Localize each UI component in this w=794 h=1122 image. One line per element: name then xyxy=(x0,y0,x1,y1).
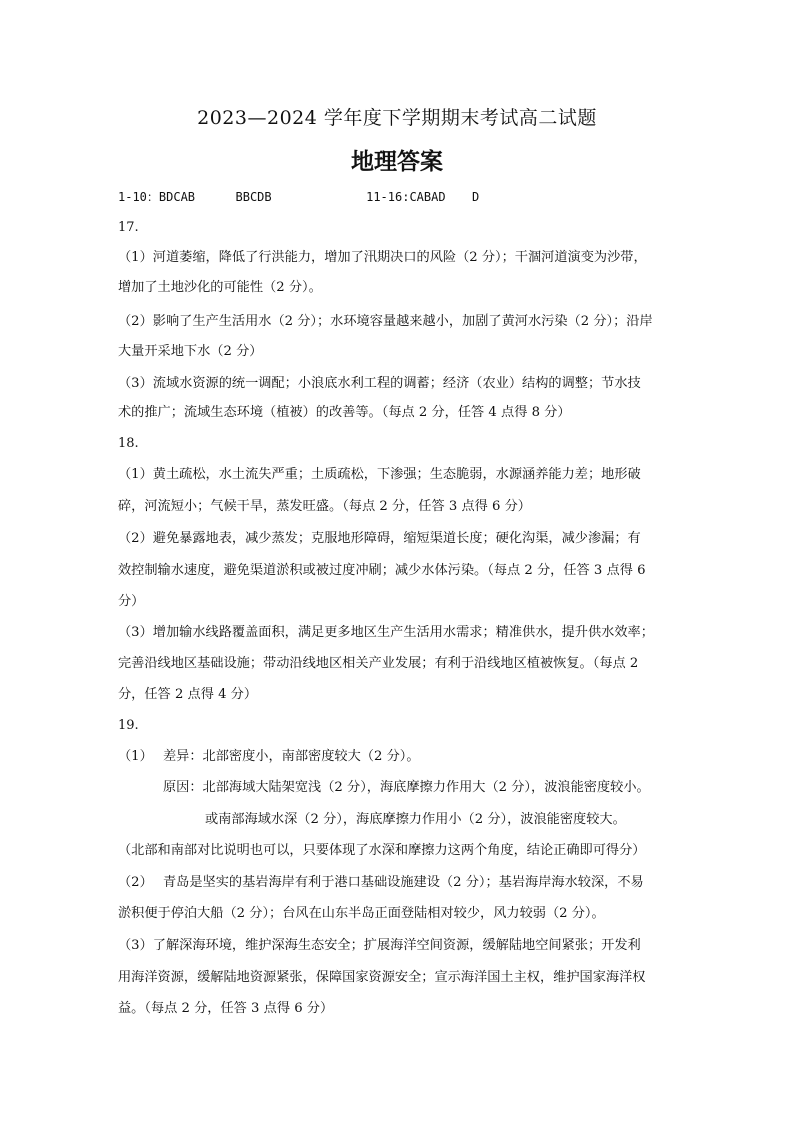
q17-line: （1）河道萎缩，降低了行洪能力，增加了汛期决口的风险（2 分）；干涸河道演变为沙带， xyxy=(118,250,647,265)
q18-line: 分，任答 2 点得 4 分） xyxy=(118,687,258,702)
question-18-number: 18. xyxy=(118,436,139,451)
q18-line: （2）避免暴露地表，减少蒸发；克服地形障碍，缩短渠道长度；硬化沟渠，减少渗漏；有 xyxy=(118,531,641,546)
q18-line: 碎，河流短小；气候干旱，蒸发旺盛。（每点 2 分，任答 3 点得 6 分） xyxy=(118,499,531,514)
q17-line: 术的推广；流域生态环境（植被）的改善等。（每点 2 分，任答 4 点得 8 分） xyxy=(118,405,571,420)
question-17-number: 17. xyxy=(118,220,139,235)
q19-part2-line: 青岛是坚实的基岩海岸有利于港口基础设施建设（2 分）；基岩海岸海水较深，不易 xyxy=(163,875,644,890)
q19-part2-line: 淤积便于停泊大船（2 分）；台风在山东半岛正面登陆相对较少，风力较弱（2 分）。 xyxy=(118,906,605,921)
mc-range-b: 11-16:CABAD xyxy=(366,190,446,204)
q17-line: 大量开采地下水（2 分） xyxy=(118,344,263,359)
q19-part1-difference: 差异：北部密度小，南部密度较大（2 分）。 xyxy=(163,749,420,764)
mc-range-a: 1-10：BDCAB xyxy=(118,190,196,204)
q19-part3-line: 用海洋资源，缓解陆地资源紧张，保障国家资源安全；宣示海洋国土主权，维护国家海洋权 xyxy=(118,970,646,985)
mc-group-a2: BBCDB xyxy=(235,190,272,204)
q18-line: 效控制输水速度，避免渠道淤积或被过度冲刷；减少水体污染。（每点 2 分，任答 3 点得 6 xyxy=(118,563,646,578)
q17-line: （2）影响了生产生活用水（2 分）；水环境容量越来越小，加剧了黄河水污染（2 分）；沿岸 xyxy=(118,314,653,329)
subject-title: 地理答案 xyxy=(351,149,443,175)
q19-part3-line: 益。（每点 2 分，任答 3 点得 6 分） xyxy=(118,1001,334,1016)
multiple-choice-answers xyxy=(118,188,479,206)
q19-part1-note: （北部和南部对比说明也可以，只要体现了水深和摩擦力这两个角度，结论正确即可得分） xyxy=(118,843,646,858)
q18-line: 完善沿线地区基础设施；带动沿线地区相关产业发展；有利于沿线地区植被恢复。（每点 2 xyxy=(118,656,639,671)
q19-part3-line: （3）了解深海环境，维护深海生态安全；扩展海洋空间资源，缓解陆地空间紧张；开发利 xyxy=(118,938,641,953)
q17-line: （3）流域水资源的统一调配；小浪底水利工程的调蓄；经济（农业）结构的调整；节水技 xyxy=(118,376,641,391)
question-19-number: 19. xyxy=(118,718,139,733)
q19-part2-label: （2） xyxy=(118,875,153,890)
q19-part1-reason-alt: 或南部海域水深（2 分），海底摩擦力作用小（2 分），波浪能密度较大。 xyxy=(205,812,626,827)
q18-line: （1）黄土疏松，水土流失严重；土质疏松，下渗强；生态脆弱，水源涵养能力差；地形破 xyxy=(118,467,641,482)
q19-part1-reason: 原因：北部海域大陆架宽浅（2 分），海底摩擦力作用大（2 分），波浪能密度较小。 xyxy=(163,780,650,795)
q17-line: 增加了土地沙化的可能性（2 分）。 xyxy=(118,280,322,295)
exam-title: 2023—2024 学年度下学期期末考试高二试题 xyxy=(197,107,597,129)
q18-line: （3）增加输水线路覆盖面积，满足更多地区生产生活用水需求；精准供水，提升供水效率； xyxy=(118,625,654,640)
mc-group-b2: D xyxy=(472,190,480,204)
q19-part1-label: （1） xyxy=(118,749,153,764)
q18-line: 分） xyxy=(118,594,145,609)
